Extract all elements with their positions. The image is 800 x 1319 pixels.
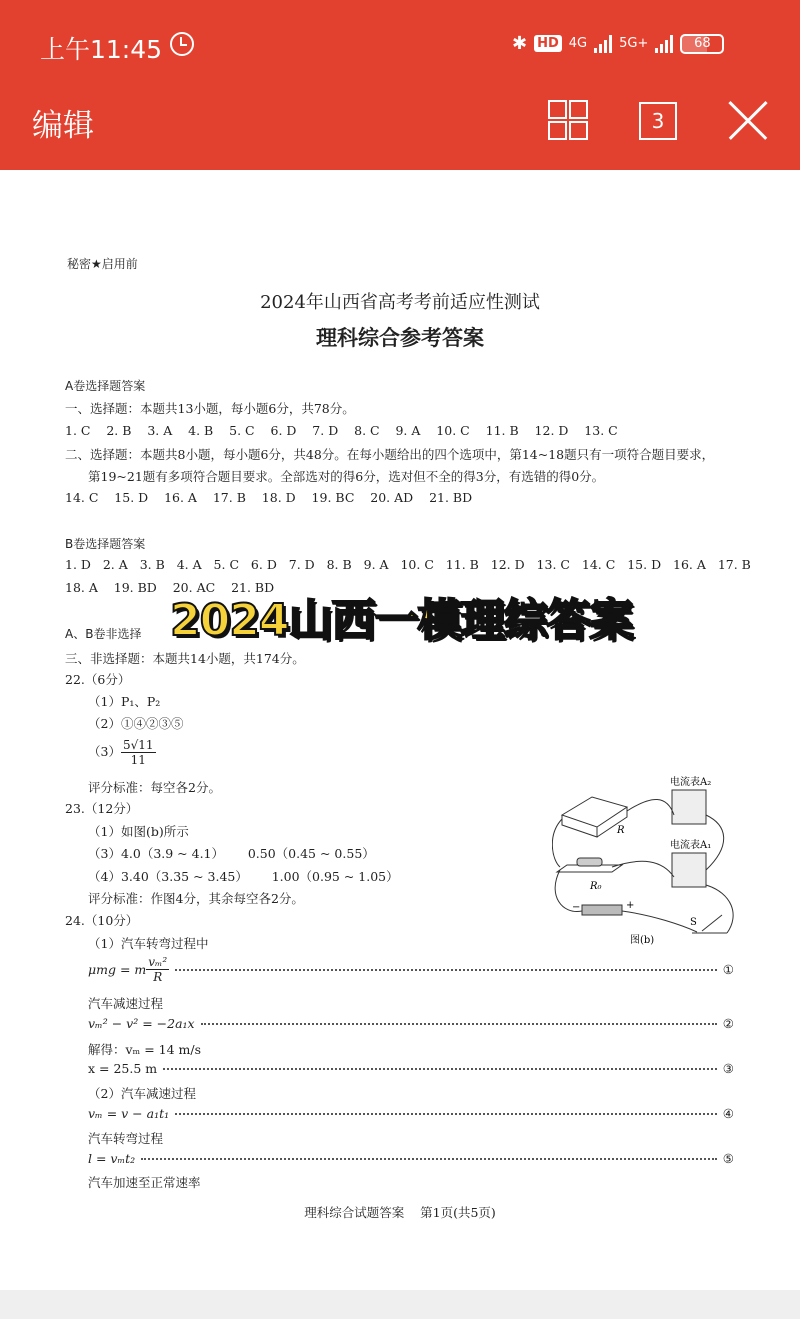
- equation-1: [88, 955, 734, 984]
- app-header: [0, 0, 800, 170]
- text-line: 汽车减速过程: [88, 996, 164, 1011]
- ammeter-a2: [672, 790, 706, 824]
- figure-caption: 图(b): [630, 935, 655, 945]
- dot-leader: [141, 1158, 717, 1160]
- fraction-denominator: 11: [130, 753, 146, 767]
- bluetooth-icon: ✱: [512, 33, 528, 54]
- doc-subtitle: 理科综合参考答案: [316, 325, 484, 350]
- bottom-bar: [0, 1290, 800, 1319]
- resistor-r-label: R: [617, 825, 625, 836]
- dot-leader: [163, 1068, 717, 1070]
- equation-5: [88, 1151, 734, 1166]
- question-number: 22.（6分）: [65, 672, 131, 687]
- equation-2: [88, 1016, 734, 1031]
- switch-label: S: [690, 917, 697, 928]
- alarm-icon: [170, 32, 194, 56]
- equation-mark: ③: [722, 1061, 734, 1076]
- switch: [692, 915, 727, 933]
- equation-lhs: μmg = m: [88, 962, 147, 977]
- fraction: [146, 955, 169, 984]
- text-line: 解得：vₘ = 14 m/s: [88, 1042, 202, 1057]
- answer-line: 1. C 2. B 3. A 4. B 5. C 6. D 7. D 8. C 9. A 10. C 11. B 12. D 13. C: [65, 423, 618, 438]
- dot-leader: [175, 969, 717, 971]
- battery-icon: [680, 34, 724, 54]
- answer-label: （3）: [88, 744, 121, 759]
- section-heading: A卷选择题答案: [65, 379, 146, 393]
- plus-label: +: [626, 900, 635, 911]
- ammeter-a1-label: 电流表A₁: [670, 840, 712, 851]
- network-5g-label: 5G+: [619, 36, 649, 51]
- answer-line: （3）4.0（3.9 ~ 4.1） 0.50（0.45 ~ 0.55）: [88, 846, 375, 861]
- answer-line: （4）3.40（3.35 ~ 3.45） 1.00（0.95 ~ 1.05）: [88, 869, 399, 884]
- overlay-title: 2024山西一模理综答案: [170, 595, 633, 646]
- equation-text: x = 25.5 m: [88, 1061, 158, 1076]
- fraction: [121, 738, 156, 767]
- section-heading: A、B卷非选择: [65, 627, 142, 641]
- text-line: 汽车转弯过程: [88, 1131, 164, 1146]
- answer-line: （1）汽车转弯过程中: [88, 936, 209, 951]
- close-icon[interactable]: [728, 100, 768, 140]
- grid-icon[interactable]: [548, 100, 588, 140]
- ammeter-a1: [672, 853, 706, 887]
- circuit-diagram: [552, 775, 742, 945]
- status-time: 上午11:45: [40, 35, 163, 64]
- scoring-note: 评分标准：每空各2分。: [88, 780, 221, 795]
- page-footer: 理科综合试题答案 第1页(共5页): [304, 1205, 496, 1220]
- equation-mark: ④: [722, 1106, 734, 1121]
- equation-text: vₘ = v − a₁t₁: [88, 1106, 170, 1121]
- text-line: 汽车加速至正常速率: [88, 1175, 201, 1190]
- dot-leader: [175, 1113, 717, 1115]
- question-number: 24.（10分）: [65, 913, 139, 928]
- signal-icon: [594, 35, 612, 53]
- fraction-denominator: R: [153, 970, 163, 984]
- equation-mark: ⑤: [722, 1151, 734, 1166]
- equation-text: vₘ² − v² = −2a₁x: [88, 1016, 195, 1031]
- equation-mark: ②: [722, 1016, 734, 1031]
- page-count: 3: [651, 109, 665, 133]
- answer-line: 1. D 2. A 3. B 4. A 5. C 6. D 7. D 8. B 9. A 10. C 11. B 12. D 13. C 14. C 15. D 16. A 17. B: [65, 557, 751, 572]
- minus-label: −: [572, 902, 581, 913]
- answer-line: （1）如图(b)所示: [88, 824, 189, 839]
- network-4g-label: 4G: [568, 36, 588, 51]
- answer-line: （2）①④②③⑤: [88, 716, 184, 731]
- equation-text: l = vₘt₂: [88, 1151, 136, 1166]
- resistor-body: [577, 858, 602, 866]
- doc-title: 2024年山西省高考考前适应性测试: [260, 292, 540, 313]
- section-heading: B卷选择题答案: [65, 537, 146, 551]
- page-count-button[interactable]: [639, 102, 677, 140]
- question-number: 23.（12分）: [65, 801, 139, 816]
- secret-label: 秘密★启用前: [67, 257, 138, 271]
- text-line: 三、非选择题：本题共14小题，共174分。: [65, 651, 305, 666]
- ammeter-a2-label: 电流表A₂: [670, 777, 712, 788]
- answer-line: 18. A 19. BD 20. AC 21. BD: [65, 580, 275, 595]
- status-icons: [512, 33, 724, 54]
- resistor-r0-label: R₀: [590, 881, 602, 892]
- battery: [582, 905, 622, 915]
- text-line: 第19~21题有多项符合题目要求。全部选对的得6分，选对但不全的得3分，有选错的得0分。: [88, 469, 605, 484]
- text-line: 一、选择题：本题共13小题，每小题6分，共78分。: [65, 401, 355, 416]
- page-title: 编辑: [32, 108, 94, 144]
- scoring-note: 评分标准：作图4分，其余每空各2分。: [88, 891, 304, 906]
- equation-3: [88, 1061, 734, 1076]
- fraction-numerator: vₘ²: [148, 955, 168, 969]
- answer-line: [88, 738, 156, 767]
- answer-line: （1）P₁、P₂: [88, 694, 161, 709]
- answer-line: （2）汽车减速过程: [88, 1086, 196, 1101]
- hd-voice-icon: HD: [534, 35, 562, 52]
- answer-line: 14. C 15. D 16. A 17. B 18. D 19. BC 20. AD 21. BD: [65, 490, 473, 505]
- equation-4: [88, 1106, 734, 1121]
- text-line: 二、选择题：本题共8小题，每小题6分，共48分。在每小题给出的四个选项中，第14~18题只有一项符合题目要求，: [65, 447, 715, 462]
- signal-icon: [655, 35, 673, 53]
- equation-mark: ①: [722, 962, 734, 977]
- battery-level: 68: [694, 36, 711, 51]
- dot-leader: [201, 1023, 717, 1025]
- fraction-numerator: 5√11: [122, 738, 154, 752]
